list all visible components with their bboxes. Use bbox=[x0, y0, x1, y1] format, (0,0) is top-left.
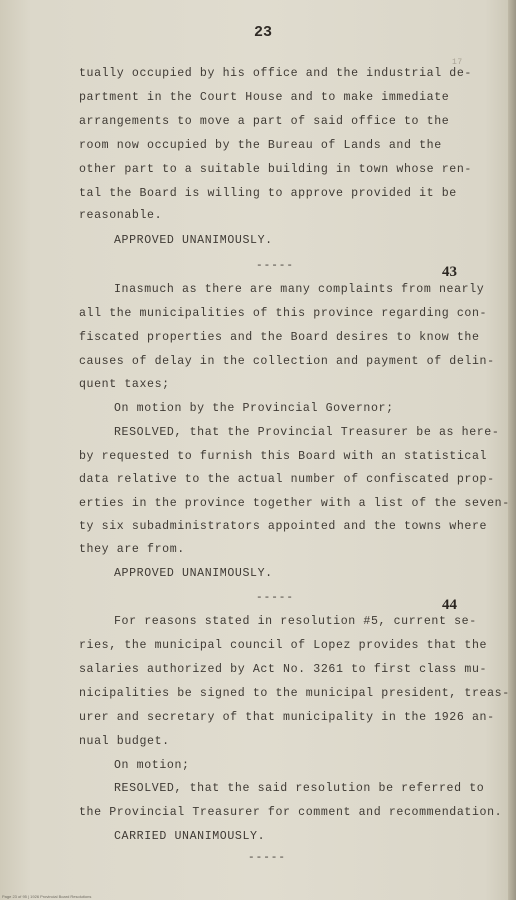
motion-text: On motion; bbox=[114, 759, 190, 772]
body-line: quent taxes; bbox=[79, 378, 170, 391]
scan-footer: Page 23 of 95 | 1926 Provincial Board Resolutions bbox=[2, 894, 92, 899]
approval-text: APPROVED UNANIMOUSLY. bbox=[114, 567, 273, 580]
approval-text: APPROVED UNANIMOUSLY. bbox=[114, 234, 273, 247]
body-line: Inasmuch as there are many complaints from nearly bbox=[114, 283, 485, 296]
resolved-line: by requested to furnish this Board with an statistical bbox=[79, 450, 488, 463]
resolved-line: data relative to the actual number of confiscated prop- bbox=[79, 473, 495, 486]
page-number: 23 bbox=[254, 24, 273, 41]
separator: ----- bbox=[256, 592, 295, 604]
resolution-number-43: 43 bbox=[442, 264, 457, 280]
body-line: nual budget. bbox=[79, 735, 170, 748]
body-line: ries, the municipal council of Lopez provides that the bbox=[79, 639, 488, 652]
body-line: room now occupied by the Bureau of Lands and the bbox=[79, 139, 442, 152]
body-line: causes of delay in the collection and payment of delin- bbox=[79, 355, 495, 368]
page-corner-mark: 17 bbox=[452, 58, 463, 67]
resolved-line: erties in the province together with a list of the seven- bbox=[79, 497, 510, 510]
resolved-line: they are from. bbox=[79, 543, 185, 556]
resolution-number-44: 44 bbox=[442, 597, 457, 613]
body-line: nicipalities be signed to the municipal president, treas- bbox=[79, 687, 510, 700]
body-line: For reasons stated in resolution #5, current se- bbox=[114, 615, 477, 628]
body-line: all the municipalities of this province regarding con- bbox=[79, 307, 488, 320]
body-line: tal the Board is willing to approve provided it be bbox=[79, 187, 457, 200]
resolved-line: RESOLVED, that the Provincial Treasurer be as here- bbox=[114, 426, 500, 439]
binding-edge bbox=[508, 0, 516, 900]
body-line: partment in the Court House and to make immediate bbox=[79, 91, 450, 104]
body-line: other part to a suitable building in town whose ren- bbox=[79, 163, 472, 176]
resolved-line: RESOLVED, that the said resolution be referred to bbox=[114, 782, 485, 795]
motion-text: On motion by the Provincial Governor; bbox=[114, 402, 394, 415]
separator: ----- bbox=[248, 852, 287, 864]
body-line: urer and secretary of that municipality in the 1926 an- bbox=[79, 711, 495, 724]
body-line: arrangements to move a part of said office to the bbox=[79, 115, 450, 128]
body-line: reasonable. bbox=[79, 209, 163, 222]
resolved-line: the Provincial Treasurer for comment and recommendation. bbox=[79, 806, 503, 819]
approval-text: CARRIED UNANIMOUSLY. bbox=[114, 830, 266, 843]
body-line: salaries authorized by Act No. 3261 to first class mu- bbox=[79, 663, 488, 676]
separator: ----- bbox=[256, 260, 295, 272]
body-line: tually occupied by his office and the industrial de- bbox=[79, 67, 472, 80]
body-line: fiscated properties and the Board desires to know the bbox=[79, 331, 480, 344]
resolved-line: ty six subadministrators appointed and the towns where bbox=[79, 520, 488, 533]
